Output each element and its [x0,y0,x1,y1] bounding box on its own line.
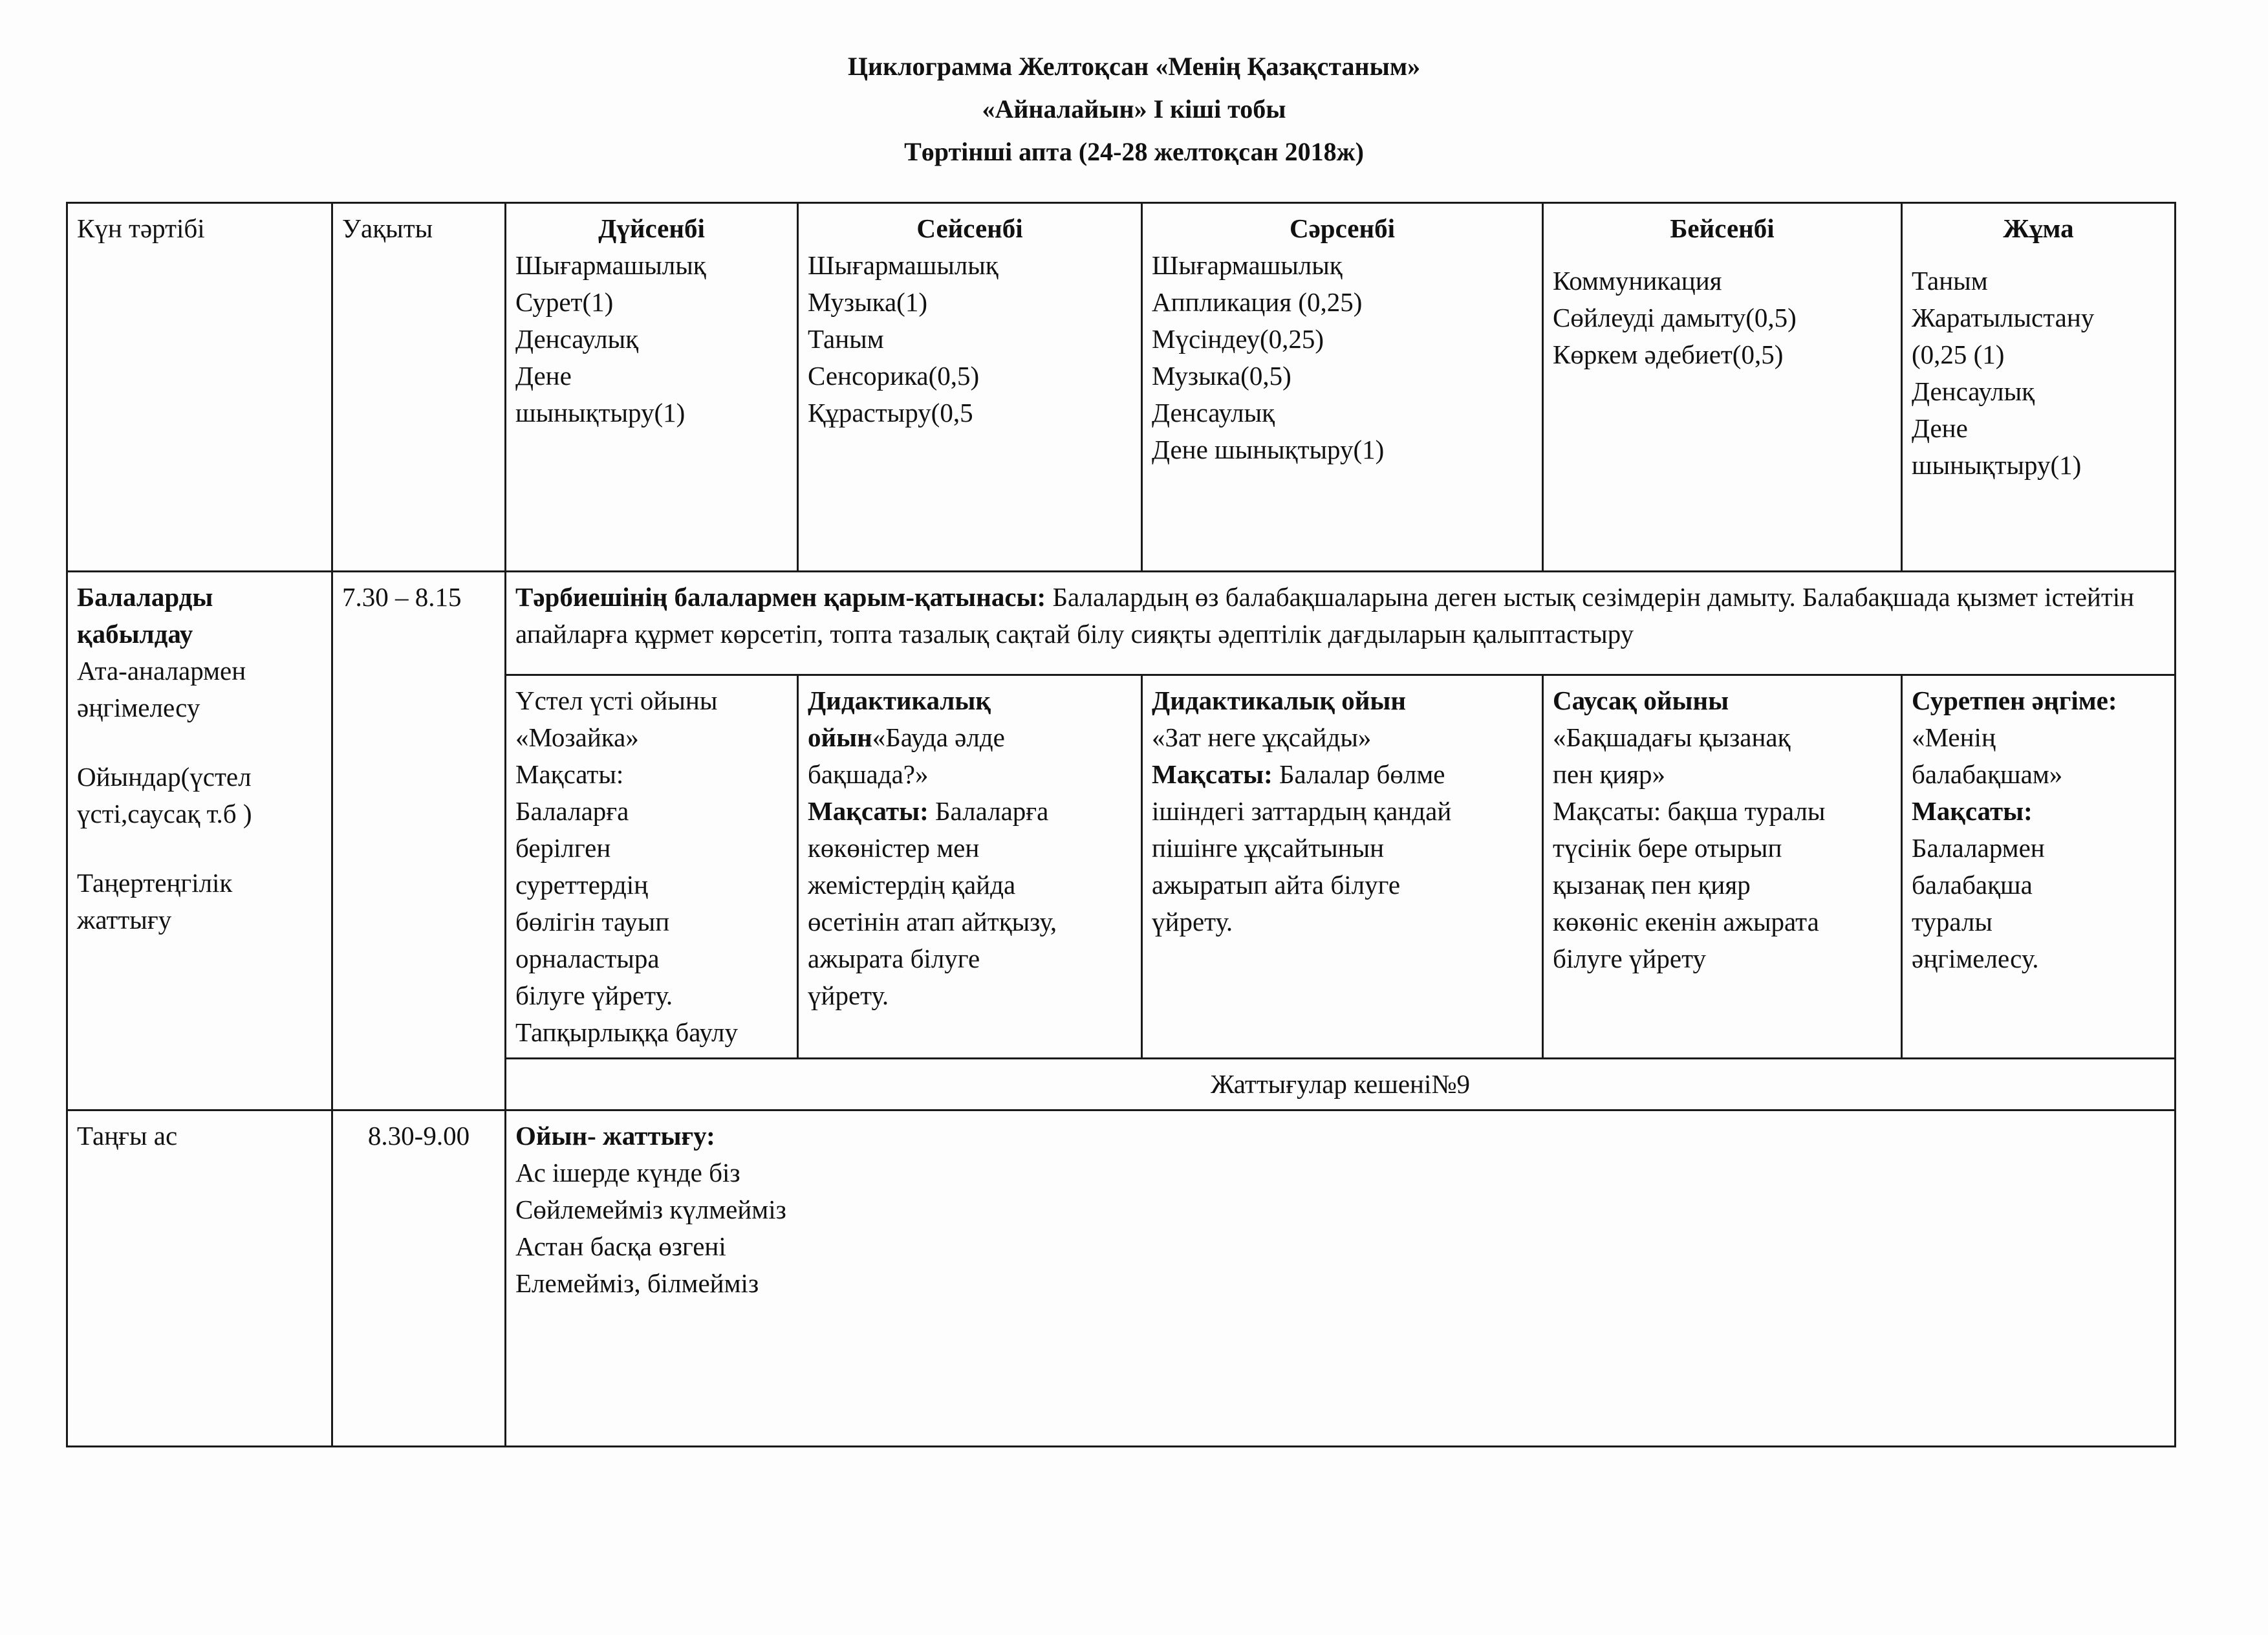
game-line: ажыратып айта білуге [1152,870,1401,900]
game-line: өсетінін атап айтқызу, [808,907,1057,937]
reception-talk-row [67,572,2176,675]
col-thursday [1543,203,1902,572]
game-line: пішінге ұқсайтынын [1152,833,1385,863]
breakfast-time: 8.30-9.00 [332,1110,506,1447]
subject-line: Таным [1912,266,1988,296]
title-line-1: Циклограмма Желтоқсан «Менің Қазақстаным» [847,52,1421,81]
subject-line: шынықтыру(1) [1912,450,2082,480]
game-line: көкөністер мен [808,833,980,863]
col-regime-header: Күн тәртібі [67,203,332,572]
game-line: «Мозайка» [515,722,639,752]
game-line: Балалармен [1912,833,2045,863]
subject-line: Сөйлеуді дамыту(0,5) [1553,303,1797,332]
reception-games: Ойындар(үстел [77,762,252,792]
game-wednesday [1142,675,1543,1059]
game-line [808,719,1132,756]
game-line: туралы [1912,907,1993,937]
game-line: пен қияр» [1553,759,1666,789]
breakfast-activity [506,1110,2176,1447]
game-line: балабақшам» [1912,759,2063,789]
document-header [0,45,2268,173]
game-line: жемістердің қайда [808,870,1016,900]
game-line: үйрету. [808,980,889,1010]
reception-sub: Ата-аналармен [77,656,246,686]
game-line: түсінік бере отырып [1553,833,1782,863]
subject-line: Дене [1912,413,1968,443]
exercise-complex: Жаттығулар кешені№9 [506,1059,2176,1110]
game-line: Балаларға [515,796,629,826]
reception-exercise: жаттығу [77,905,172,935]
day-name: Жұма [2003,213,2074,243]
col-friday [1902,203,2176,572]
game-line: Үстел үсті ойыны [515,686,718,715]
subject-line: Жаратылыстану [1912,303,2095,332]
subject-line: Денсаулық [1152,398,1275,428]
game-line: ажырата білуге [808,944,980,973]
rhyme-line: Ас ішерде күнде біз [515,1158,740,1187]
game-line: «Менің [1912,722,1996,752]
rhyme-line: Елемейміз, білмейміз [515,1268,759,1298]
subject-line: Коммуникация [1553,266,1722,296]
game-line [808,793,1132,830]
title-line-3: Төртінші апта (24-28 желтоқсан 2018ж) [904,137,1364,166]
subject-line: Музыка(0,5) [1152,361,1291,391]
game-line [1152,756,1533,793]
subject-line: Дене [515,361,572,391]
game-line: орналастыра [515,944,660,973]
game-line: білуге үйрету. [515,980,673,1010]
game-line: «Бақшадағы қызанақ [1553,722,1791,752]
game-line: үйрету. [1152,907,1233,937]
reception-regime-cell [67,572,332,1110]
day-name: Бейсенбі [1670,213,1775,243]
subject-line: Музыка(1) [808,287,927,317]
reception-sub: әңгімелесу [77,693,200,722]
subject-line: Мүсіндеу(0,25) [1152,324,1324,354]
reception-title: Балаларды [77,582,213,612]
subject-line: Шығармашылық [1152,250,1343,280]
reception-time-cell: 7.30 – 8.15 [332,572,506,1110]
reception-title: қабылдау [77,619,193,649]
game-friday [1902,675,2176,1059]
goal-text: Балалар бөлме [1272,759,1445,789]
subject-line: Сурет(1) [515,287,614,317]
rhyme-line: Астан басқа өзгені [515,1231,726,1261]
schedule-table [66,202,2176,1447]
goal-text: Балаларға [928,796,1049,826]
breakfast-label: Ойын- жаттығу: [515,1121,715,1151]
game-monday [506,675,798,1059]
subject-line: шынықтыру(1) [515,398,686,428]
subject-line: Дене шынықтыру(1) [1152,435,1385,464]
subject-line: Құрастыру(0,5 [808,398,973,428]
teacher-talk-cell [506,572,2176,675]
subject-line: Шығармашылық [515,250,706,280]
game-line: Мақсаты: [515,759,624,789]
game-line: ішіндегі заттардың қандай [1152,796,1452,826]
game-line: берілген [515,833,611,863]
subject-line: Сенсорика(0,5) [808,361,980,391]
subject-line: Шығармашылық [808,250,999,280]
header-row [67,203,2176,572]
reception-exercise: Таңертеңгілік [77,868,233,898]
subject-line: Аппликация (0,25) [1152,287,1363,317]
game-title: Саусақ ойыны [1553,686,1729,715]
game-title: Дидактикалық [808,686,991,715]
goal-label: Мақсаты: [1152,759,1273,789]
game-line: суреттердің [515,870,649,900]
game-title: Дидактикалық ойын [1152,686,1406,715]
game-line: «Зат неге ұқсайды» [1152,722,1372,752]
game-line: бөлігін тауып [515,907,670,937]
day-name: Сәрсенбі [1289,213,1396,243]
day-name: Сейсенбі [916,213,1023,243]
goal-label: Мақсаты: [1912,796,2033,826]
game-line: әңгімелесу. [1912,944,2039,973]
game-line: бақшада?» [808,759,929,789]
goal-label: Мақсаты: [808,796,929,826]
game-line: білуге үйрету [1553,944,1706,973]
col-time-header: Уақыты [332,203,506,572]
game-line: балабақша [1912,870,2033,900]
breakfast-title: Таңғы ас [67,1110,332,1447]
col-tuesday [798,203,1142,572]
teacher-talk-label: Тәрбиешінің балалармен қарым-қатынасы: [515,582,1046,612]
game-tuesday [798,675,1142,1059]
rhyme-line: Сөйлемейміз күлмейміз [515,1195,786,1224]
game-thursday [1543,675,1902,1059]
reception-games: үсті,саусақ т.б ) [77,799,252,828]
game-line: көкөніс екенін ажырата [1553,907,1819,937]
col-monday [506,203,798,572]
col-wednesday [1142,203,1543,572]
game-title: Суретпен әңгіме: [1912,686,2117,715]
game-type: ойын [808,722,872,752]
subject-line: Денсаулық [515,324,639,354]
subject-line: (0,25 (1) [1912,340,2005,369]
title-line-2: «Айналайын» І кіші тобы [982,94,1286,124]
subject-line: Таным [808,324,884,354]
game-name: «Бауда әлде [872,722,1005,752]
teacher-talk-text: Балалардың өз балабақшаларына деген ыстық сезімдерін дамыту. Балабақшада қызмет істейтін апайларға құрмет көрсетіп, топта тазалық сақтай білу сияқты әдептілік дағдыларын қалыптастыру [515,582,2135,649]
game-line: қызанақ пен қияр [1553,870,1751,900]
day-name: Дүйсенбі [598,213,705,243]
subject-line: Көркем әдебиет(0,5) [1553,340,1784,369]
breakfast-row [67,1110,2176,1447]
game-line: Тапқырлыққа баулу [515,1017,738,1047]
subject-line: Денсаулық [1912,376,2035,406]
game-line: Мақсаты: бақша туралы [1553,796,1826,826]
